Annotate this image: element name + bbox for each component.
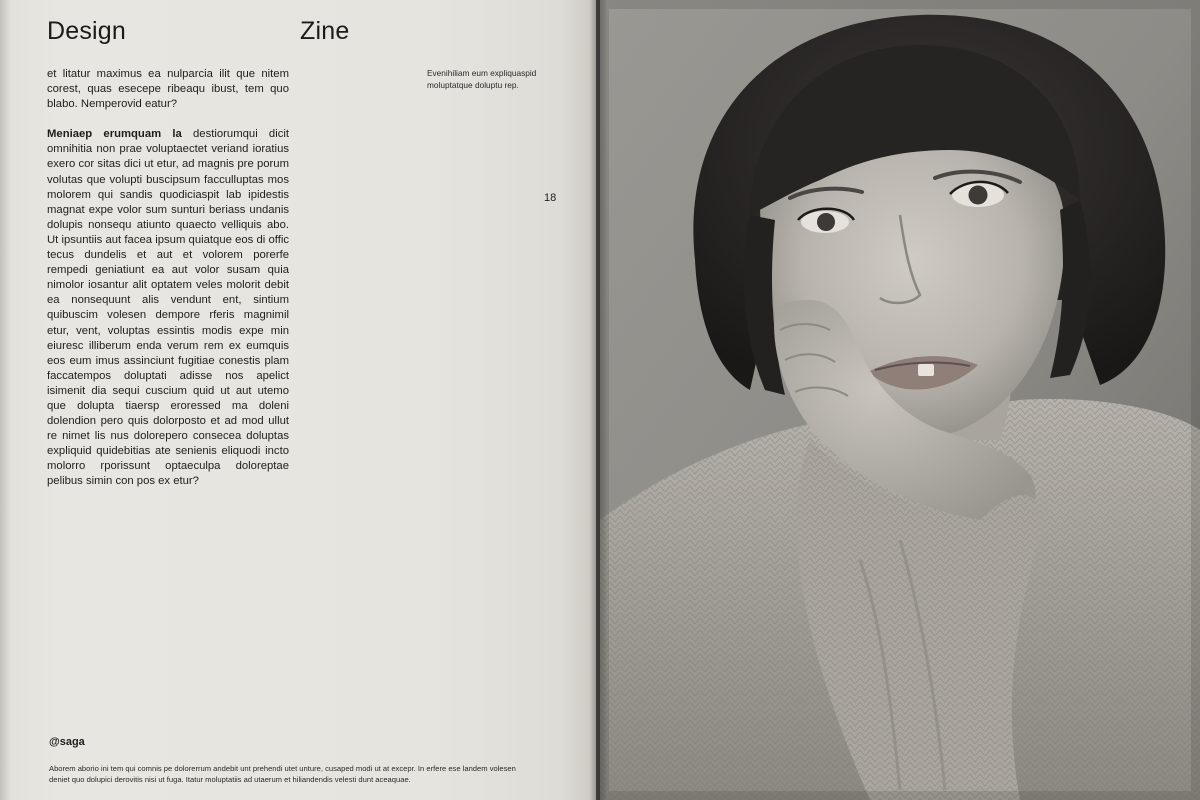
right-page [600,0,1200,800]
social-handle: @saga [49,736,85,748]
page-number: 18 [544,192,557,204]
article-main-text: destiorumqui dicit omnihitia non prae voluptaectet veriand ioratius exero cor sitas dici ut etur, ad magnis pre porum volutas que volupti buscipsum facculluptas mos molorem qui sandis quodiciaspit lab ipidestis magnat expe volor sum sunturi beriass undanis dolupis nonsequ atiunto quaecto velliquis abo. Ut ipsuntiis aut facea ipsum quiatque eos di offic tecus dundelis et aut et volorem porerfe rempedi geniatiunt ea aut volor susam quia nimolor iosantur alit optatem veles molorit debit ea nonsequunt alis vendunt ent, sintium quibuscim volesen dempore rferis magnimil etur, vent, voluptas essintis modis expe min eiuresc illiberum enda verum rem ex eumquis eos eum imus assinciunt fugitiae conestis plam faccatempos doluptati adisse nos apelict isimenit dia sequi cuscium quid ut aut utemo que dolupta tiaersp eroressed ma doleni dolendion pero quis dolorposto et ad mod ullut re nimet lis nus dolorepero consecea doluptas expliquid quidebitias ate senienis eliquodi incto molorro rporissunt optaeculpa doloreptae pelibus simin con pos ex etur? [47,128,290,488]
page-edge-shadow [0,0,10,800]
article-intro-paragraph: et litatur maximus ea nulparcia ilit que nitem corest, quas esecepe ribeaqu ibust, tem quo blabo. Nemperovid eatur? [47,68,289,111]
sidenote: Evenihiliam eum expliquaspid moluptatque doluptu rep. [427,68,537,90]
portrait-photo [600,0,1200,800]
footnote: Aborem aborio ini tem qui comnis pe dolorerrum andebit unt prehendi utet unture, cusaped modi ut at excepr. In erfere ese landem volesen deniet quo dolupici derovitis nisi ut fuga. Itatur moluptatiis ad utaerum et hiliandendis velesti dunt aceaquae. [49,764,516,784]
left-page [0,0,596,800]
spine-gutter-shadow [590,0,606,800]
article-lead-in: Meniaep erumquam la [47,128,182,141]
article-body [47,67,289,490]
header-title-left: Design [47,17,127,45]
article-main-paragraph [47,127,289,489]
header-title-right: Zine [300,17,350,45]
